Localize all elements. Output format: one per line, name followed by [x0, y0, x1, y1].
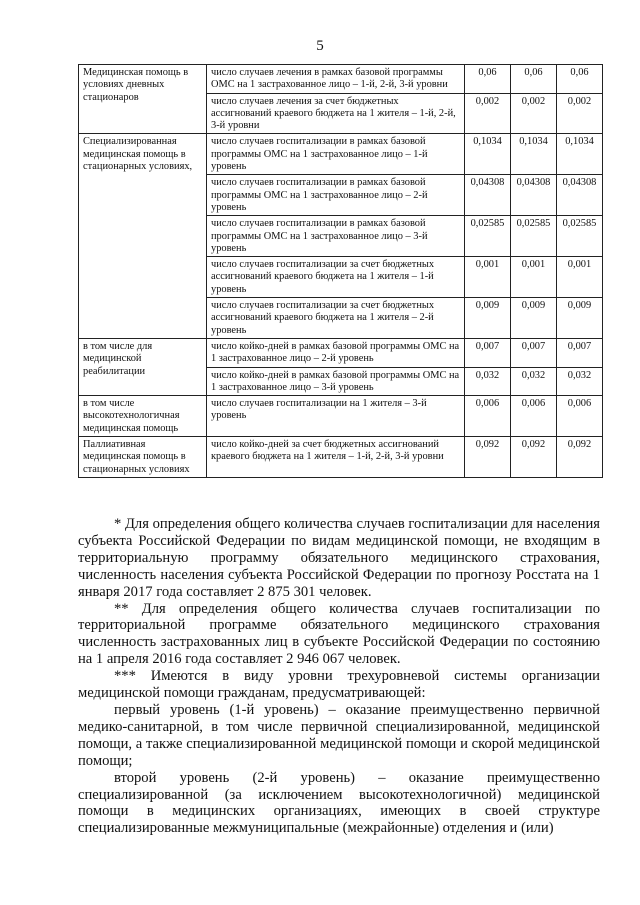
care-type-cell: Медицинская помощь в условиях дневных стационаров: [79, 65, 207, 134]
value-cell: 0,002: [511, 93, 557, 134]
value-cell: 0,001: [557, 257, 603, 298]
value-cell: 0,092: [557, 437, 603, 478]
footnote-3: *** Имеются в виду уровни трехуровневой системы организации медицинской помощи гражданам, предусматривающей:: [78, 668, 600, 702]
footnote-2: ** Для определения общего количества случаев госпитализации по территориальной программе обязательного медицинского страхования численность застрахованных лиц в субъекте Российской Федерации по состоянию на 1 апреля 2016 года составляет 2 946 067 человек.: [78, 600, 600, 668]
value-cell: 0,007: [511, 338, 557, 367]
value-cell: 0,1034: [465, 134, 511, 175]
value-cell: 0,001: [465, 257, 511, 298]
footnote-1: * Для определения общего количества случаев госпитализации для населения субъекта Российской Федерации по видам медицинской помощи, не входящим в территориальную программу обязательного медицинского страхования, численность населения субъекта Российской Федерации по прогнозу Росстата на 1 января 2017 года составляет 2 875 301 человек.: [78, 516, 600, 600]
value-cell: 0,002: [557, 93, 603, 134]
indicator-cell: число случаев госпитализации в рамках базовой программы ОМС на 1 застрахованное лицо – 2-й уровень: [207, 175, 465, 216]
value-cell: 0,1034: [511, 134, 557, 175]
indicator-cell: число случаев лечения за счет бюджетных ассигнований краевого бюджета на 1 жителя – 1-й, 2-й, 3-й уровни: [207, 93, 465, 134]
footnotes: [78, 516, 600, 837]
care-type-cell: Паллиативная медицинская помощь в стационарных условиях: [79, 437, 207, 478]
value-cell: 0,04308: [465, 175, 511, 216]
indicator-cell: число случаев госпитализации в рамках базовой программы ОМС на 1 застрахованное лицо – 3-й уровень: [207, 216, 465, 257]
value-cell: 0,06: [511, 65, 557, 94]
value-cell: 0,006: [557, 396, 603, 437]
care-type-cell: Специализированная медицинская помощь в стационарных условиях,: [79, 134, 207, 338]
value-cell: 0,04308: [511, 175, 557, 216]
value-cell: 0,032: [465, 367, 511, 396]
table-row: [79, 338, 603, 367]
value-cell: 0,002: [465, 93, 511, 134]
indicator-cell: число койко-дней в рамках базовой программы ОМС на 1 застрахованное лицо – 3-й уровень: [207, 367, 465, 396]
indicator-cell: число случаев госпитализации в рамках базовой программы ОМС на 1 застрахованное лицо – 1-й уровень: [207, 134, 465, 175]
indicator-cell: число случаев госпитализации за счет бюджетных ассигнований краевого бюджета на 1 жителя – 1-й уровень: [207, 257, 465, 298]
table-row: [79, 396, 603, 437]
table-row: [79, 134, 603, 175]
value-cell: 0,007: [465, 338, 511, 367]
value-cell: 0,04308: [557, 175, 603, 216]
level-2-description: второй уровень (2-й уровень) – оказание преимущественно специализированной (за исключением высокотехнологичной) медицинской помощи в медицинских организациях, имеющих в своей структуре специализированные межмуниципальные (межрайонные) отделения и (или): [78, 769, 600, 837]
norms-table: [78, 64, 603, 478]
value-cell: 0,092: [511, 437, 557, 478]
value-cell: 0,001: [511, 257, 557, 298]
indicator-cell: число койко-дней за счет бюджетных ассигнований краевого бюджета на 1 жителя – 1-й, 2-й, 3-й уровни: [207, 437, 465, 478]
value-cell: 0,009: [465, 298, 511, 339]
indicator-cell: число случаев госпитализации за счет бюджетных ассигнований краевого бюджета на 1 жителя – 2-й уровень: [207, 298, 465, 339]
value-cell: 0,02585: [557, 216, 603, 257]
indicator-cell: число случаев лечения в рамках базовой программы ОМС на 1 застрахованное лицо – 1-й, 2-й, 3-й уровни: [207, 65, 465, 94]
value-cell: 0,032: [557, 367, 603, 396]
value-cell: 0,02585: [511, 216, 557, 257]
value-cell: 0,009: [557, 298, 603, 339]
value-cell: 0,06: [557, 65, 603, 94]
table-row: [79, 437, 603, 478]
value-cell: 0,06: [465, 65, 511, 94]
value-cell: 0,02585: [465, 216, 511, 257]
value-cell: 0,007: [557, 338, 603, 367]
care-type-cell: в том числе для медицинской реабилитации: [79, 338, 207, 395]
value-cell: 0,006: [465, 396, 511, 437]
indicator-cell: число случаев госпитализации на 1 жителя – 3-й уровень: [207, 396, 465, 437]
value-cell: 0,009: [511, 298, 557, 339]
table-row: [79, 65, 603, 94]
care-type-cell: в том числе высокотехнологичная медицинская помощь: [79, 396, 207, 437]
level-1-description: первый уровень (1-й уровень) – оказание преимущественно первичной медико-санитарной, в том числе первичной специализированной, медицинской помощи, а также специализированной медицинской помощи и скорой медицинской помощи;: [78, 701, 600, 769]
value-cell: 0,1034: [557, 134, 603, 175]
value-cell: 0,032: [511, 367, 557, 396]
value-cell: 0,092: [465, 437, 511, 478]
page-number: 5: [316, 38, 324, 54]
indicator-cell: число койко-дней в рамках базовой программы ОМС на 1 застрахованное лицо – 2-й уровень: [207, 338, 465, 367]
value-cell: 0,006: [511, 396, 557, 437]
